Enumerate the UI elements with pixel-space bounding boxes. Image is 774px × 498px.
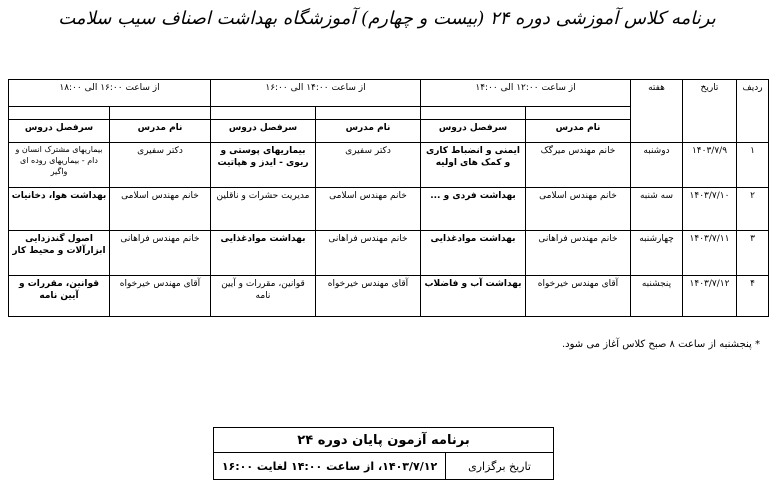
row-date: ۱۴۰۳/۷/۱۲ <box>683 276 737 317</box>
header-topic-2: سرفصل دروس <box>211 120 316 143</box>
teacher-slot-2: خانم مهندس اسلامی <box>316 188 421 231</box>
header-row <box>9 80 769 107</box>
row-date: ۱۴۰۳/۷/۱۰ <box>683 188 737 231</box>
row-number: ۳ <box>737 231 769 276</box>
exam-date-label: تاریخ برگزاری <box>446 453 554 480</box>
topic-slot-3: بهداشت هوا، دخانیات <box>9 188 110 231</box>
header-day: هفته <box>631 80 683 143</box>
exam-date-value: ۱۴۰۳/۷/۱۲، از ساعت ۱۴:۰۰ لغایت ۱۶:۰۰ <box>214 453 446 480</box>
teacher-slot-2: دکتر سفیری <box>316 143 421 188</box>
header-topic-3: سرفصل دروس <box>9 120 110 143</box>
header-row-num: ردیف <box>737 80 769 143</box>
topic-slot-3: اصول گندزدایی ابزارآلات و محیط کار <box>9 231 110 276</box>
row-day: دوشنبه <box>631 143 683 188</box>
teacher-slot-1: آقای مهندس خیرخواه <box>526 276 631 317</box>
header-teacher-1: نام مدرس <box>526 120 631 143</box>
row-day: پنجشنبه <box>631 276 683 317</box>
teacher-slot-2: آقای مهندس خیرخواه <box>316 276 421 317</box>
table-row <box>9 143 769 188</box>
page-title: برنامه کلاس آموزشی دوره ۲۴ (بیست و چهارم) آموزشگاه بهداشت اصناف سیب سلامت <box>58 8 716 29</box>
header-teacher-3: نام مدرس <box>110 120 211 143</box>
teacher-slot-1: خانم مهندس اسلامی <box>526 188 631 231</box>
spacer-cell <box>211 107 316 120</box>
spacer-cell <box>526 107 631 120</box>
exam-title: برنامه آزمون پایان دوره ۲۴ <box>214 428 554 453</box>
topic-slot-3: بیماریهای مشترک انسان و دام - بیماریهای روده ای واگیر <box>9 143 110 188</box>
spacer-cell <box>421 107 526 120</box>
topic-slot-1: بهداشت آب و فاضلاب <box>421 276 526 317</box>
teacher-slot-3: دکتر سفیری <box>110 143 211 188</box>
row-day: سه شنبه <box>631 188 683 231</box>
teacher-slot-3: آقای مهندس خیرخواه <box>110 276 211 317</box>
topic-slot-1: بهداشت فردی و ... <box>421 188 526 231</box>
header-slot-3: از ساعت ۱۶:۰۰ الی ۱۸:۰۰ <box>9 80 211 107</box>
teacher-slot-3: خانم مهندس فراهانی <box>110 231 211 276</box>
table-row <box>9 276 769 317</box>
teacher-slot-3: خانم مهندس اسلامی <box>110 188 211 231</box>
table-row <box>9 231 769 276</box>
topic-slot-2: بیماریهای پوستی و ریوی - ایدز و هپاتیت <box>211 143 316 188</box>
exam-table <box>213 427 554 480</box>
topic-slot-1: ایمنی و انضباط کاری و کمک های اولیه <box>421 143 526 188</box>
header-date: تاریخ <box>683 80 737 143</box>
teacher-slot-1: خانم مهندس میرگک <box>526 143 631 188</box>
row-day: چهارشنبه <box>631 231 683 276</box>
header-topic-1: سرفصل دروس <box>421 120 526 143</box>
row-number: ۲ <box>737 188 769 231</box>
row-number: ۱ <box>737 143 769 188</box>
exam-title-row <box>214 428 554 453</box>
teacher-slot-2: خانم مهندس فراهانی <box>316 231 421 276</box>
teacher-slot-1: خانم مهندس فراهانی <box>526 231 631 276</box>
topic-slot-1: بهداشت موادغذایی <box>421 231 526 276</box>
spacer-cell <box>9 107 110 120</box>
exam-date-row <box>214 453 554 480</box>
table-row <box>9 188 769 231</box>
topic-slot-2: بهداشت موادغذایی <box>211 231 316 276</box>
spacer-cell <box>316 107 421 120</box>
row-number: ۴ <box>737 276 769 317</box>
header-teacher-2: نام مدرس <box>316 120 421 143</box>
spacer-cell <box>110 107 211 120</box>
row-date: ۱۴۰۳/۷/۱۱ <box>683 231 737 276</box>
header-slot-2: از ساعت ۱۴:۰۰ الی ۱۶:۰۰ <box>211 80 421 107</box>
schedule-table <box>8 79 769 317</box>
header-slot-1: از ساعت ۱۲:۰۰ الی ۱۴:۰۰ <box>421 80 631 107</box>
row-date: ۱۴۰۳/۷/۹ <box>683 143 737 188</box>
topic-slot-2: مدیریت حشرات و ناقلین <box>211 188 316 231</box>
topic-slot-3: قوانین، مقررات و آیین نامه <box>9 276 110 317</box>
schedule-note: * پنجشنبه از ساعت ۸ صبح کلاس آغاز می شود. <box>561 339 760 350</box>
topic-slot-2: قوانین، مقررات و آیین نامه <box>211 276 316 317</box>
